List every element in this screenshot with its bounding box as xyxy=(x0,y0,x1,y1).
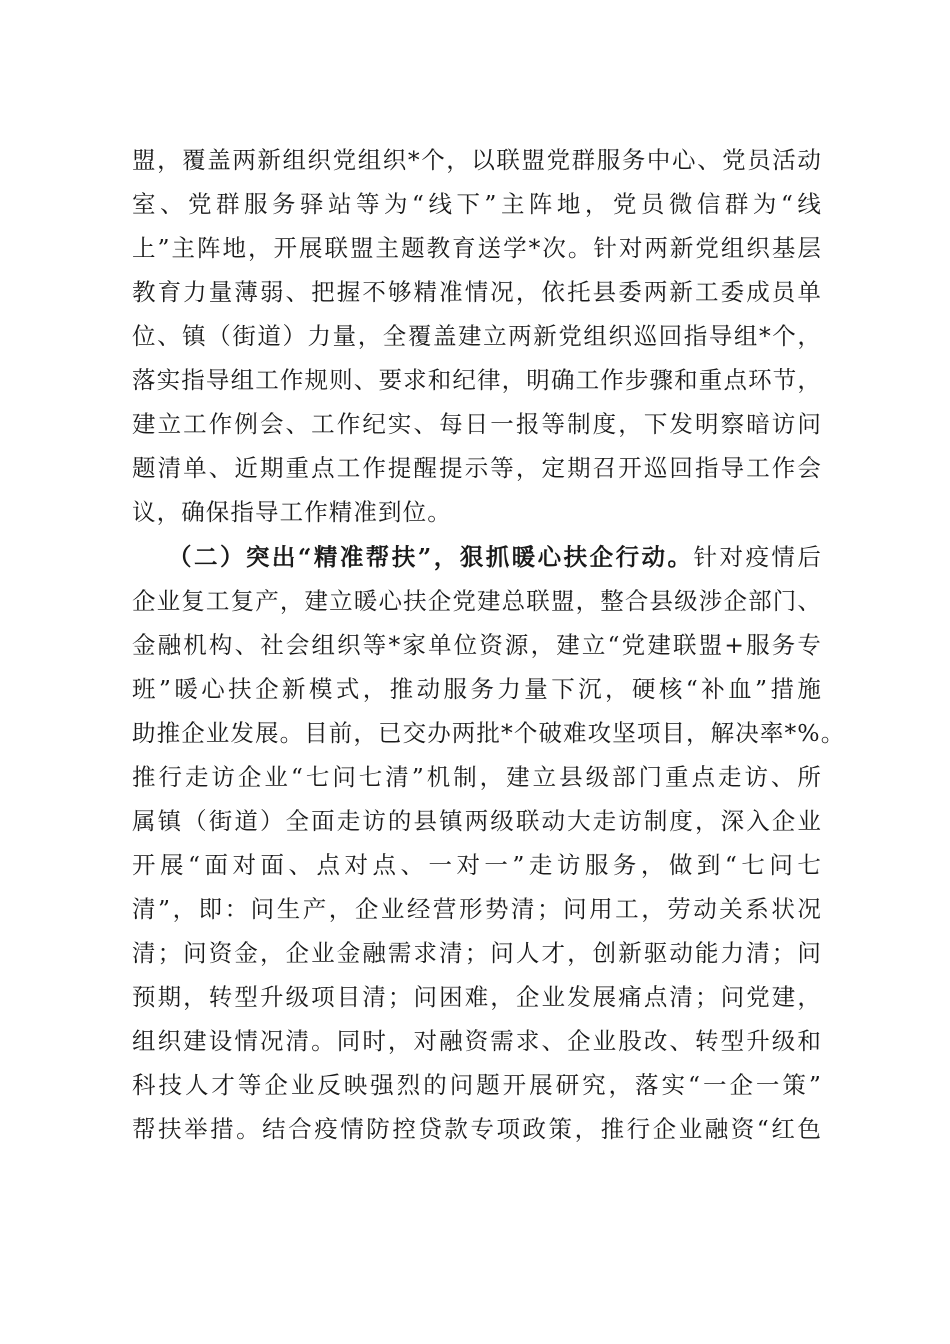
paragraph-1-line-5: 位、镇（街道）力量，全覆盖建立两新党组织巡回指导组*个， xyxy=(132,322,822,350)
paragraph-2-line-7: 属镇（街道）全面走访的县镇两级联动大走访制度，深入企业 xyxy=(132,807,822,835)
paragraph-2-line-14: 帮扶举措。结合疫情防控贷款专项政策，推行企业融资“红色 xyxy=(132,1115,822,1143)
paragraph-2-line-9: 清”，即：问生产，企业经营形势清；问用工，劳动关系状况 xyxy=(132,895,822,923)
paragraph-2-line-13: 科技人才等企业反映强烈的问题开展研究，落实“一企一策” xyxy=(132,1071,822,1099)
paragraph-1-line-3: 上”主阵地，开展联盟主题教育送学*次。针对两新党组织基层 xyxy=(132,234,822,262)
paragraph-2-line-11: 预期，转型升级项目清；问困难，企业发展痛点清；问党建， xyxy=(132,983,822,1011)
paragraph-2-first-line xyxy=(168,538,822,572)
paragraph-1-line-9: 议，确保指导工作精准到位。 xyxy=(132,498,452,526)
paragraph-2-line-8: 开展“面对面、点对点、一对一”走访服务，做到“七问七 xyxy=(132,851,822,879)
section-heading: （二）突出“精准帮扶”，狠抓暖心扶企行动。 xyxy=(168,543,694,571)
paragraph-2-line-6: 推行走访企业“七问七清”机制，建立县级部门重点走访、所 xyxy=(132,763,822,791)
paragraph-1-line-6: 落实指导组工作规则、要求和纪律，明确工作步骤和重点环节， xyxy=(132,366,822,394)
paragraph-2-line-12: 组织建设情况清。同时，对融资需求、企业股改、转型升级和 xyxy=(132,1027,822,1055)
paragraph-1-line-2: 室、党群服务驿站等为“线下”主阵地，党员微信群为“线 xyxy=(132,190,822,218)
paragraph-2-line-3: 金融机构、社会组织等*家单位资源，建立“党建联盟+服务专 xyxy=(132,631,822,659)
paragraph-2-first-line-rest: 针对疫情后 xyxy=(693,543,822,571)
paragraph-1-line-4: 教育力量薄弱、把握不够精准情况，依托县委两新工委成员单 xyxy=(132,278,822,306)
paragraph-1-line-8: 题清单、近期重点工作提醒提示等，定期召开巡回指导工作会 xyxy=(132,454,822,482)
paragraph-2-line-5: 助推企业发展。目前，已交办两批*个破难攻坚项目，解决率*%。 xyxy=(132,719,846,747)
paragraph-1-line-7: 建立工作例会、工作纪实、每日一报等制度，下发明察暗访问 xyxy=(132,410,822,438)
paragraph-2-line-4: 班”暖心扶企新模式，推动服务力量下沉，硬核“补血”措施 xyxy=(132,675,822,703)
paragraph-2-line-10: 清；问资金，企业金融需求清；问人才，创新驱动能力清；问 xyxy=(132,939,822,967)
paragraph-1-line-1: 盟，覆盖两新组织党组织*个，以联盟党群服务中心、党员活动 xyxy=(132,146,822,174)
paragraph-2-line-2: 企业复工复产，建立暖心扶企党建总联盟，整合县级涉企部门、 xyxy=(132,587,822,615)
